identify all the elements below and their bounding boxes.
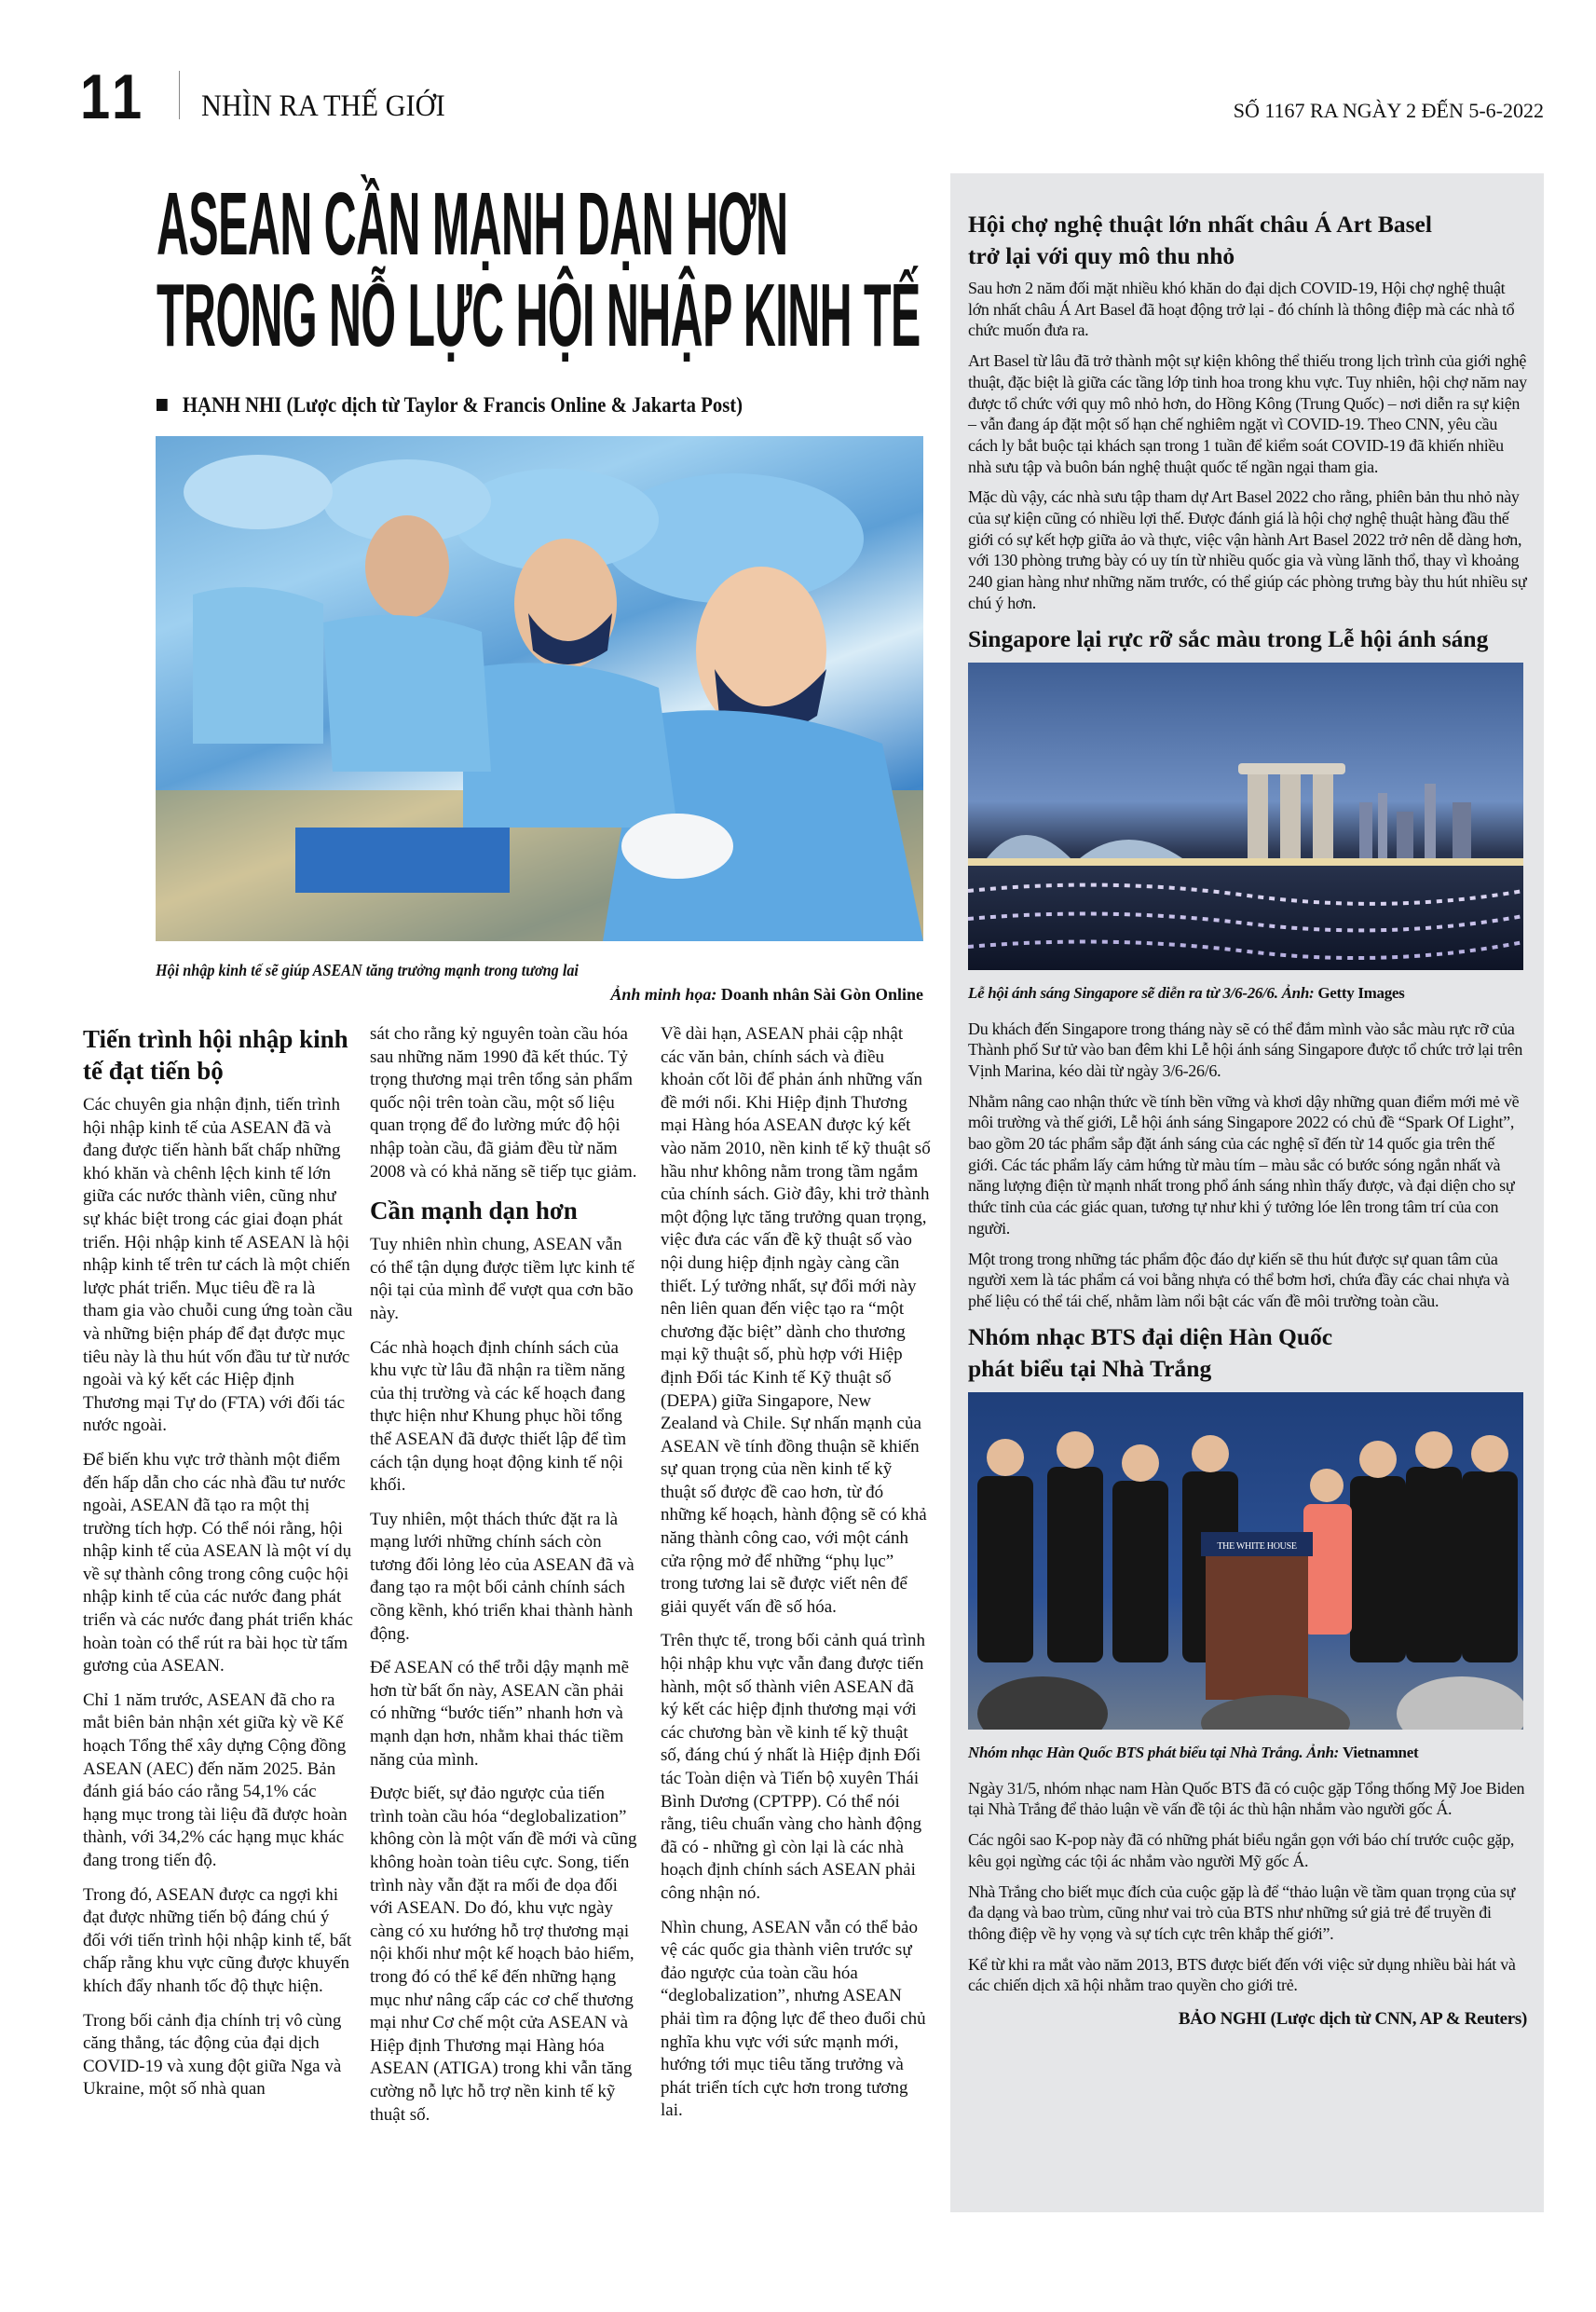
- headline-line-1: ASEAN CẦN MẠNH DẠN HƠN: [157, 174, 788, 274]
- story-singapore-heading: Singapore lại rực rỡ sắc màu trong Lễ hội ánh sáng: [968, 624, 1489, 652]
- caption-credit: Vietnamnet: [1342, 1743, 1419, 1761]
- byline: [157, 392, 743, 418]
- bullet-square-icon: [157, 399, 168, 411]
- subheading-progress: Tiến trình hội nhập kinh tế đạt tiến bộ: [83, 1025, 348, 1085]
- page-number: 11: [80, 62, 147, 132]
- paragraph-continued: sát cho rằng kỷ nguyên toàn cầu hóa sau những năm 1990 đã kết thúc. Tỷ trọng thương mại trên tổng sản phẩm quốc nội trên toàn cầu, một số liệu quan trọng để đo lường mức độ hội nhập toàn cầu, đã giảm đều từ năm 2008 và có khả năng sẽ tiếp tục giảm.: [370, 1024, 637, 1182]
- bts-white-house-photo: [968, 1392, 1523, 1730]
- article-column-2: [370, 1023, 640, 2138]
- podium-sign: THE WHITE HOUSE: [1217, 1540, 1297, 1552]
- sidebar-stories: [968, 209, 1527, 2031]
- issue-info: SỐ 1167 RA NGÀY 2 ĐẾN 5-6-2022: [1233, 99, 1544, 122]
- paragraph: Để biến khu vực trở thành một điểm đến hấp dẫn cho các nhà đầu tư nước ngoài, ASEAN đã tạo ra một thị trường tích hợp. Có thể nói rằng, hội nhập kinh tế của ASEAN là một ví dụ về sự thành công trong công cuộc hội nhập kinh tế của các nước đang phát triển và các nước đang phát triển khác hoàn toàn có thể rút ra bài học từ tấm gương của ASEAN.: [83, 1449, 353, 1676]
- paragraph: Trong bối cảnh địa chính trị vô cùng căng thẳng, tác động của đại dịch COVID-19 và xung đột giữa Nga và Ukraine, một số nhà quan: [83, 2010, 342, 2100]
- singapore-skyline-photo: [968, 663, 1523, 970]
- header-divider: [179, 71, 180, 119]
- paragraph: Các chuyên gia nhận định, tiến trình hội nhập kinh tế của ASEAN đã và đang được tiến hành bất chấp những khó khăn và chênh lệch kinh tế lớn giữa các nước thành viên, cũng như sự khác biệt trong các giai đoạn phát triển. Hội nhập kinh tế ASEAN là hội nhập kinh tế trên tư cách là một chiến lược phát triển. Mục tiêu đề ra là tham gia vào chuỗi cung ứng toàn cầu và những biện pháp để đạt được mục tiêu này là thu hút vốn đầu tư từ nước ngoài và ký kết các Hiệp định Thương mại Tự do (FTA) với đối tác nước ngoài.: [83, 1095, 353, 1436]
- marina-bay-illustration: [968, 663, 1523, 970]
- paragraph: Sau hơn 2 năm đối mặt nhiều khó khăn do đại dịch COVID-19, Hội chợ nghệ thuật lớn nhất châu Á Art Basel đã hoạt động trở lại - đó chính là thông điệp mà các nhà tổ chức muốn đưa ra.: [968, 279, 1515, 340]
- paragraph: Du khách đến Singapore trong tháng này sẽ có thể đắm mình vào sắc màu rực rỡ của Thành phố Sư tử vào ban đêm khi Lễ hội ánh sáng Singapore được tổ chức trở lại trên Vịnh Marina, kéo dài từ ngày 3/6-26/6.: [968, 1019, 1523, 1080]
- caption-text: Nhóm nhạc Hàn Quốc BTS phát biểu tại Nhà Trắng. Ảnh:: [968, 1743, 1340, 1761]
- article-column-3: [661, 1023, 931, 2134]
- paragraph: Mặc dù vậy, các nhà sưu tập tham dự Art Basel 2022 cho rằng, phiên bản thu nhỏ này của sự kiện cũng có nhiều lợi thế. Được đánh giá là hội chợ nghệ thuật hàng đầu thế giới có sự kết hợp giữa ảo và thực, việc vận hành Art Basel 2022 trở nên dễ dàng hơn, với 130 phòng trưng bày có uy tín từ nhiều quốc gia và vùng lãnh thổ, thay vì khoảng 240 gian hàng như những năm trước, có thể giúp các phòng trưng bày thu hút nhiều sự chú ý hơn.: [968, 487, 1527, 612]
- subheading-bolder: Cần mạnh dạn hơn: [370, 1197, 578, 1225]
- bts-photo-caption: [968, 1743, 1527, 1763]
- factory-workers-illustration: [156, 436, 923, 941]
- paragraph: Tuy nhiên, một thách thức đặt ra là mạng lưới những chính sách còn tương đối lỏng lẻo của ASEAN đã và đang tạo ra một bối cảnh chính sách cồng kềnh, khó triển khai thành hành động.: [370, 1509, 634, 1644]
- article-headline: [157, 174, 930, 365]
- story-art-basel-heading: [968, 209, 1527, 272]
- caption-credit: Getty Images: [1317, 983, 1405, 1002]
- story-bts-heading: [968, 1321, 1527, 1385]
- sidebar-author: BẢO NGHI (Lược dịch từ CNN, AP & Reuters): [1178, 2009, 1527, 2030]
- heading-line: trở lại với quy mô thu nhỏ: [968, 242, 1235, 269]
- caption-text: Lễ hội ánh sáng Singapore sẽ diễn ra từ 3/6-26/6. Ảnh:: [968, 983, 1315, 1002]
- heading-line: phát biểu tại Nhà Trắng: [968, 1354, 1212, 1382]
- factory-workers-photo: [156, 436, 923, 941]
- paragraph: Ngày 31/5, nhóm nhạc nam Hàn Quốc BTS đã có cuộc gặp Tổng thống Mỹ Joe Biden tại Nhà Trắng để thảo luận về vấn đề tội ác thù hận nhắm vào người gốc Á.: [968, 1778, 1525, 1819]
- paragraph: Chỉ 1 năm trước, ASEAN đã cho ra mắt biên bản nhận xét giữa kỳ về Kế hoạch Tổng thể xây dựng Cộng đồng ASEAN (AEC) đến năm 2025. Bản đánh giá báo cáo rằng 54,1% các hạng mục trong tài liệu đã được hoàn thành, với 34,2% các hạng mục khác đang trong tiến độ.: [83, 1690, 348, 1870]
- singapore-photo-caption: [968, 983, 1527, 1004]
- heading-line: Hội chợ nghệ thuật lớn nhất châu Á Art Basel: [968, 211, 1432, 238]
- section-title: NHÌN RA THẾ GIỚI: [201, 89, 445, 123]
- byline-text: HẠNH NHI (Lược dịch từ Taylor & Francis Online & Jakarta Post): [182, 393, 743, 417]
- paragraph: Trong đó, ASEAN được ca ngợi khi đạt được những tiến bộ đáng chú ý đối với tiến trình hội nhập kinh tế, bất chấp rằng khu vực cũng được khuyến khích đẩy nhanh tốc độ thực hiện.: [83, 1884, 352, 1996]
- paragraph: Về dài hạn, ASEAN phải cập nhật các văn bản, chính sách và điều khoản cốt lõi để phản ánh những vấn đề mới nổi. Khi Hiệp định Thương mại Hàng hóa ASEAN được ký kết vào năm 2010, nền kinh tế kỹ thuật số hầu như không nằm trong tầm ngắm của chính sách. Giờ đây, khi trở thành một động lực tăng trưởng quan trọng, việc đưa các vấn đề kỹ thuật số vào nội dung hiệp định ngày càng cần thiết. Lý tưởng nhất, sự đổi mới này nên liên quan đến việc tạo ra “một chương đặc biệt” dành cho thương mại kỹ thuật số, phù hợp với Hiệp định Đối tác Kinh tế Kỹ thuật số (DEPA) giữa Singapore, New Zealand và Chile. Sự nhấn mạnh của ASEAN về tính đồng thuận sẽ khiến sự quan trọng của nền kinh tế kỹ thuật số được đề cao hơn, từ đó những kế hoạch, hành động sẽ có khả năng thành công cao, với một cánh cửa rộng mở để những “phụ lục” trong tương lai sẽ được viết nên để giải quyết vấn đề số hóa.: [661, 1024, 931, 1617]
- bts-press-room-illustration: [968, 1392, 1523, 1730]
- paragraph: Để ASEAN có thể trỗi dậy mạnh mẽ hơn từ bất ổn này, ASEAN cần phải có những “bước tiến” nhanh hơn và mạnh dạn hơn, nhằm khai thác tiềm năng của mình.: [370, 1658, 630, 1770]
- headline-line-2: TRONG NỖ LỰC HỘI NHẬP KINH TẾ: [157, 266, 921, 365]
- paragraph: Các nhà hoạch định chính sách của khu vực từ lâu đã nhận ra tiềm năng của thị trường và các kế hoạch đang thực hiện như Khung phục hồi tổng thể ASEAN đã được thiết lập để tìm cách tận dụng hoạt động kinh tế nội khối.: [370, 1337, 627, 1496]
- paragraph: Trên thực tế, trong bối cảnh quá trình hội nhập khu vực vẫn đang được tiến hành, một số thành viên ASEAN đã ký kết các hiệp định thương mại với các chương bàn về kinh tế kỹ thuật số, đáng chú ý nhất là Hiệp định Đối tác Toàn diện và Tiến bộ xuyên Thái Bình Dương (CPTPP). Có thể nói rằng, tiêu chuẩn vàng cho hành động đã có - những gì còn lại là các nhà hoạch định chính sách ASEAN phải công nhận nó.: [661, 1631, 925, 1903]
- photo-caption: Hội nhập kinh tế sẽ giúp ASEAN tăng trưởng mạnh trong tương lai: [156, 961, 579, 979]
- photo-credit-source: Doanh nhân Sài Gòn Online: [720, 985, 923, 1004]
- paragraph: Nhà Trắng cho biết mục đích của cuộc gặp là để “thảo luận về tầm quan trọng của sự đa dạng và bao trùm, cũng như vai trò của BTS như những sứ giả trẻ để truyền đi thông điệp về hy vọng và sự tích cực trên khắp thế giới”.: [968, 1881, 1515, 1943]
- world-news-sidebar: [950, 173, 1544, 2212]
- photo-credit: [610, 982, 923, 1006]
- paragraph: Nhằm nâng cao nhận thức về tính bền vững và khơi dậy những quan điểm mới mẻ về môi trường và thế giới, Lễ hội ánh sáng Singapore 2022 có chủ đề “Spark Of Light”, bao gồm 20 tác phẩm sắp đặt ánh sáng của các nghệ sĩ đến từ 14 quốc gia trên thế giới. Các tác phẩm lấy cảm hứng từ màu tím – màu sắc có bước sóng ngắn nhất và năng lượng điện từ mạnh nhất trong phổ ánh sáng nhìn thấy được, và đại diện cho sự thức tỉnh của các giác quan, tương tự như khi ý tưởng lóe lên trong tâm trí của con người.: [968, 1091, 1520, 1238]
- paragraph: Được biết, sự đảo ngược của tiến trình toàn cầu hóa “deglobalization” không còn là một vấn đề mới và cũng không hoàn toàn tiêu cực. Song, tiến trình này vẫn đặt ra mối đe dọa đối với ASEAN. Do đó, khu vực ngày càng có xu hướng hỗ trợ thương mại nội khối như một kế hoạch bảo hiểm, trong đó có thể kể đến những hạng mục như nâng cấp các cơ chế thương mại như Cơ chế một cửa ASEAN và Hiệp định Thương mại Hàng hóa ASEAN (ATIGA) trong khi vẫn tăng cường nỗ lực hỗ trợ nền kinh tế kỹ thuật số.: [370, 1784, 637, 2125]
- paragraph: Nhìn chung, ASEAN vẫn có thể bảo vệ các quốc gia thành viên trước sự đảo ngược của toàn cầu hóa “deglobalization”, nhưng ASEAN phải tìm ra động lực để theo đuổi chủ nghĩa khu vực với sức mạnh mới, hướng tới mục tiêu tăng trưởng và phát triển tích cực hơn trong tương lai.: [661, 1917, 926, 2121]
- paragraph: Kể từ khi ra mắt vào năm 2013, BTS được biết đến với việc sử dụng nhiều bài hát và các chiến dịch xã hội nhằm trao quyền cho giới trẻ.: [968, 1954, 1516, 1995]
- photo-credit-label: Ảnh minh họa:: [610, 985, 717, 1004]
- paragraph: Các ngôi sao K-pop này đã có những phát biểu ngắn gọn với báo chí trước cuộc gặp, kêu gọi ngừng các tội ác nhắm vào người Mỹ gốc Á.: [968, 1830, 1515, 1870]
- paragraph: Tuy nhiên nhìn chung, ASEAN vẫn có thể tận dụng được tiềm lực kinh tế nội tại của mình để vượt qua cơn bão này.: [370, 1235, 634, 1323]
- article-column-1: [83, 1023, 353, 2113]
- paragraph: Một trong trong những tác phẩm độc đáo dự kiến sẽ thu hút được sự quan tâm của người xem là tác phẩm cá voi bằng nhựa có thể bơm hơi, chứa đầy các chai nhựa và phế liệu có thể tái chế, nhằm làm nổi bật các vấn đề môi trường toàn cầu.: [968, 1249, 1509, 1310]
- paragraph: Art Basel từ lâu đã trở thành một sự kiện không thể thiếu trong lịch trình của giới nghệ thuật, đặc biệt là giữa các tầng lớp tinh hoa trong khu vực. Tuy nhiên, hội chợ năm nay được tổ chức với quy mô nhỏ hơn, do Hồng Kông (Trung Quốc) – nơi diễn ra sự kiện – vẫn đang áp đặt một số hạn chế nghiêm ngặt vì COVID-19. Theo CNN, yêu cầu cách ly bắt buộc tại khách sạn trong 1 tuần để kiểm soát COVID-19 đã khiến nhiều nhà sưu tập và buôn bán nghệ thuật quốc tế ngần ngại tham gia.: [968, 351, 1527, 476]
- heading-line: Nhóm nhạc BTS đại diện Hàn Quốc: [968, 1322, 1333, 1350]
